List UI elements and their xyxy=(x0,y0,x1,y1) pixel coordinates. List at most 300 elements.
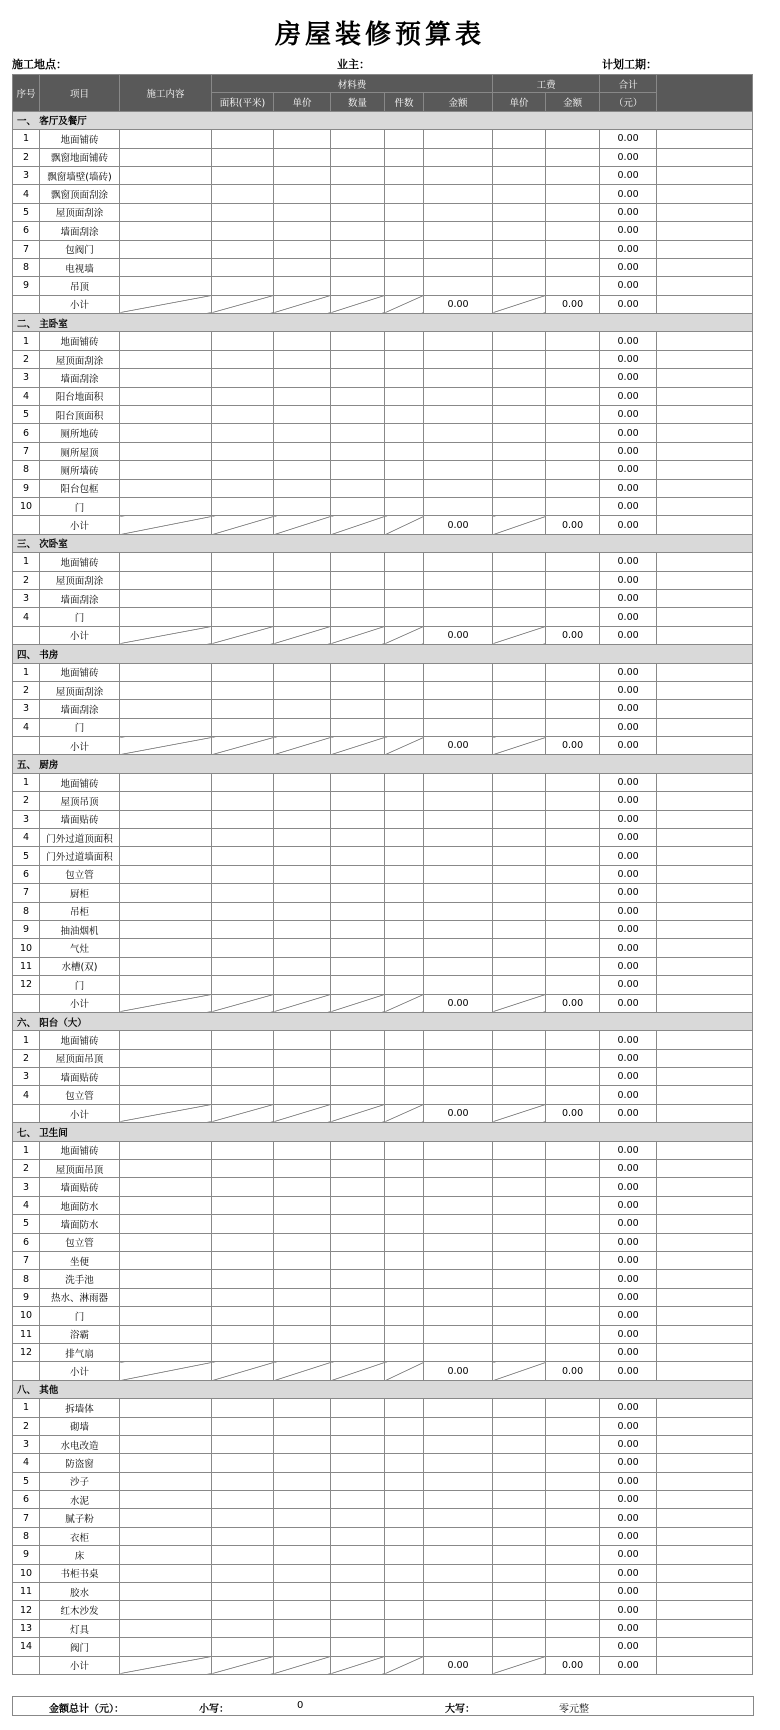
labor-price-cell[interactable] xyxy=(493,792,546,810)
area-cell[interactable] xyxy=(212,1527,274,1545)
content-cell[interactable] xyxy=(120,1638,212,1656)
unit-price-cell[interactable] xyxy=(274,497,331,515)
pieces-cell[interactable] xyxy=(385,258,424,276)
quantity-cell[interactable] xyxy=(331,1307,385,1325)
content-cell[interactable] xyxy=(120,1215,212,1233)
unit-price-cell[interactable] xyxy=(274,1435,331,1453)
amount-cell[interactable] xyxy=(424,1307,493,1325)
labor-price-cell[interactable] xyxy=(493,203,546,221)
unit-price-cell[interactable] xyxy=(274,681,331,699)
labor-price-cell[interactable] xyxy=(493,571,546,589)
labor-price-cell[interactable] xyxy=(493,406,546,424)
area-cell[interactable] xyxy=(212,700,274,718)
labor-amount-cell[interactable] xyxy=(546,258,600,276)
amount-cell[interactable] xyxy=(424,350,493,368)
amount-cell[interactable] xyxy=(424,1399,493,1417)
content-cell[interactable] xyxy=(120,240,212,258)
content-cell[interactable] xyxy=(120,350,212,368)
labor-amount-cell[interactable] xyxy=(546,829,600,847)
labor-price-cell[interactable] xyxy=(493,240,546,258)
unit-price-cell[interactable] xyxy=(274,939,331,957)
quantity-cell[interactable] xyxy=(331,1325,385,1343)
amount-cell[interactable] xyxy=(424,1252,493,1270)
quantity-cell[interactable] xyxy=(331,1546,385,1564)
pieces-cell[interactable] xyxy=(385,1252,424,1270)
pieces-cell[interactable] xyxy=(385,1160,424,1178)
pieces-cell[interactable] xyxy=(385,1325,424,1343)
unit-price-cell[interactable] xyxy=(274,1564,331,1582)
content-cell[interactable] xyxy=(120,1491,212,1509)
quantity-cell[interactable] xyxy=(331,957,385,975)
area-cell[interactable] xyxy=(212,957,274,975)
area-cell[interactable] xyxy=(212,608,274,626)
area-cell[interactable] xyxy=(212,773,274,791)
content-cell[interactable] xyxy=(120,718,212,736)
area-cell[interactable] xyxy=(212,185,274,203)
labor-price-cell[interactable] xyxy=(493,773,546,791)
content-cell[interactable] xyxy=(120,773,212,791)
labor-amount-cell[interactable] xyxy=(546,1307,600,1325)
labor-amount-cell[interactable] xyxy=(546,1564,600,1582)
content-cell[interactable] xyxy=(120,1583,212,1601)
pieces-cell[interactable] xyxy=(385,203,424,221)
labor-price-cell[interactable] xyxy=(493,1583,546,1601)
content-cell[interactable] xyxy=(120,663,212,681)
labor-price-cell[interactable] xyxy=(493,1638,546,1656)
quantity-cell[interactable] xyxy=(331,1601,385,1619)
unit-price-cell[interactable] xyxy=(274,1288,331,1306)
unit-price-cell[interactable] xyxy=(274,1638,331,1656)
labor-amount-cell[interactable] xyxy=(546,424,600,442)
amount-cell[interactable] xyxy=(424,1527,493,1545)
unit-price-cell[interactable] xyxy=(274,1546,331,1564)
labor-amount-cell[interactable] xyxy=(546,810,600,828)
content-cell[interactable] xyxy=(120,1049,212,1067)
quantity-cell[interactable] xyxy=(331,1160,385,1178)
content-cell[interactable] xyxy=(120,1196,212,1214)
content-cell[interactable] xyxy=(120,1325,212,1343)
content-cell[interactable] xyxy=(120,332,212,350)
amount-cell[interactable] xyxy=(424,1343,493,1361)
unit-price-cell[interactable] xyxy=(274,1325,331,1343)
labor-amount-cell[interactable] xyxy=(546,1638,600,1656)
labor-amount-cell[interactable] xyxy=(546,479,600,497)
unit-price-cell[interactable] xyxy=(274,608,331,626)
unit-price-cell[interactable] xyxy=(274,1472,331,1490)
quantity-cell[interactable] xyxy=(331,1509,385,1527)
labor-price-cell[interactable] xyxy=(493,1491,546,1509)
quantity-cell[interactable] xyxy=(331,865,385,883)
unit-price-cell[interactable] xyxy=(274,663,331,681)
area-cell[interactable] xyxy=(212,130,274,148)
quantity-cell[interactable] xyxy=(331,332,385,350)
area-cell[interactable] xyxy=(212,1435,274,1453)
pieces-cell[interactable] xyxy=(385,865,424,883)
unit-price-cell[interactable] xyxy=(274,258,331,276)
labor-amount-cell[interactable] xyxy=(546,1252,600,1270)
quantity-cell[interactable] xyxy=(331,718,385,736)
quantity-cell[interactable] xyxy=(331,277,385,295)
labor-price-cell[interactable] xyxy=(493,884,546,902)
labor-price-cell[interactable] xyxy=(493,718,546,736)
content-cell[interactable] xyxy=(120,957,212,975)
labor-amount-cell[interactable] xyxy=(546,1619,600,1637)
unit-price-cell[interactable] xyxy=(274,884,331,902)
unit-price-cell[interactable] xyxy=(274,203,331,221)
labor-amount-cell[interactable] xyxy=(546,1546,600,1564)
area-cell[interactable] xyxy=(212,1031,274,1049)
amount-cell[interactable] xyxy=(424,1233,493,1251)
unit-price-cell[interactable] xyxy=(274,166,331,184)
content-cell[interactable] xyxy=(120,148,212,166)
content-cell[interactable] xyxy=(120,497,212,515)
labor-amount-cell[interactable] xyxy=(546,387,600,405)
quantity-cell[interactable] xyxy=(331,1454,385,1472)
pieces-cell[interactable] xyxy=(385,792,424,810)
labor-price-cell[interactable] xyxy=(493,700,546,718)
amount-cell[interactable] xyxy=(424,589,493,607)
labor-amount-cell[interactable] xyxy=(546,1270,600,1288)
labor-price-cell[interactable] xyxy=(493,1546,546,1564)
labor-price-cell[interactable] xyxy=(493,1049,546,1067)
labor-amount-cell[interactable] xyxy=(546,1343,600,1361)
pieces-cell[interactable] xyxy=(385,1435,424,1453)
area-cell[interactable] xyxy=(212,1233,274,1251)
labor-amount-cell[interactable] xyxy=(546,1527,600,1545)
content-cell[interactable] xyxy=(120,1160,212,1178)
content-cell[interactable] xyxy=(120,369,212,387)
amount-cell[interactable] xyxy=(424,718,493,736)
pieces-cell[interactable] xyxy=(385,277,424,295)
content-cell[interactable] xyxy=(120,1619,212,1637)
pieces-cell[interactable] xyxy=(385,920,424,938)
amount-cell[interactable] xyxy=(424,608,493,626)
amount-cell[interactable] xyxy=(424,920,493,938)
pieces-cell[interactable] xyxy=(385,957,424,975)
area-cell[interactable] xyxy=(212,865,274,883)
pieces-cell[interactable] xyxy=(385,148,424,166)
quantity-cell[interactable] xyxy=(331,1417,385,1435)
area-cell[interactable] xyxy=(212,939,274,957)
unit-price-cell[interactable] xyxy=(274,1178,331,1196)
amount-cell[interactable] xyxy=(424,222,493,240)
labor-price-cell[interactable] xyxy=(493,479,546,497)
area-cell[interactable] xyxy=(212,663,274,681)
labor-price-cell[interactable] xyxy=(493,332,546,350)
area-cell[interactable] xyxy=(212,1307,274,1325)
amount-cell[interactable] xyxy=(424,1583,493,1601)
unit-price-cell[interactable] xyxy=(274,773,331,791)
pieces-cell[interactable] xyxy=(385,589,424,607)
amount-cell[interactable] xyxy=(424,700,493,718)
unit-price-cell[interactable] xyxy=(274,1270,331,1288)
labor-amount-cell[interactable] xyxy=(546,203,600,221)
amount-cell[interactable] xyxy=(424,663,493,681)
pieces-cell[interactable] xyxy=(385,1619,424,1637)
labor-amount-cell[interactable] xyxy=(546,847,600,865)
labor-price-cell[interactable] xyxy=(493,1160,546,1178)
quantity-cell[interactable] xyxy=(331,792,385,810)
unit-price-cell[interactable] xyxy=(274,222,331,240)
labor-amount-cell[interactable] xyxy=(546,442,600,460)
content-cell[interactable] xyxy=(120,1472,212,1490)
amount-cell[interactable] xyxy=(424,1215,493,1233)
unit-price-cell[interactable] xyxy=(274,810,331,828)
content-cell[interactable] xyxy=(120,681,212,699)
amount-cell[interactable] xyxy=(424,865,493,883)
amount-cell[interactable] xyxy=(424,810,493,828)
area-cell[interactable] xyxy=(212,1252,274,1270)
quantity-cell[interactable] xyxy=(331,1196,385,1214)
content-cell[interactable] xyxy=(120,939,212,957)
pieces-cell[interactable] xyxy=(385,1527,424,1545)
labor-amount-cell[interactable] xyxy=(546,1454,600,1472)
pieces-cell[interactable] xyxy=(385,240,424,258)
amount-cell[interactable] xyxy=(424,1160,493,1178)
labor-amount-cell[interactable] xyxy=(546,957,600,975)
unit-price-cell[interactable] xyxy=(274,1399,331,1417)
pieces-cell[interactable] xyxy=(385,884,424,902)
labor-amount-cell[interactable] xyxy=(546,1233,600,1251)
area-cell[interactable] xyxy=(212,1583,274,1601)
pieces-cell[interactable] xyxy=(385,1288,424,1306)
quantity-cell[interactable] xyxy=(331,1638,385,1656)
labor-price-cell[interactable] xyxy=(493,1454,546,1472)
amount-cell[interactable] xyxy=(424,461,493,479)
content-cell[interactable] xyxy=(120,1417,212,1435)
amount-cell[interactable] xyxy=(424,1178,493,1196)
quantity-cell[interactable] xyxy=(331,902,385,920)
pieces-cell[interactable] xyxy=(385,700,424,718)
labor-amount-cell[interactable] xyxy=(546,1583,600,1601)
quantity-cell[interactable] xyxy=(331,442,385,460)
unit-price-cell[interactable] xyxy=(274,976,331,994)
labor-price-cell[interactable] xyxy=(493,1417,546,1435)
content-cell[interactable] xyxy=(120,571,212,589)
pieces-cell[interactable] xyxy=(385,847,424,865)
quantity-cell[interactable] xyxy=(331,148,385,166)
quantity-cell[interactable] xyxy=(331,1343,385,1361)
labor-amount-cell[interactable] xyxy=(546,1509,600,1527)
content-cell[interactable] xyxy=(120,166,212,184)
quantity-cell[interactable] xyxy=(331,1141,385,1159)
amount-cell[interactable] xyxy=(424,957,493,975)
amount-cell[interactable] xyxy=(424,1196,493,1214)
content-cell[interactable] xyxy=(120,920,212,938)
quantity-cell[interactable] xyxy=(331,608,385,626)
pieces-cell[interactable] xyxy=(385,553,424,571)
labor-price-cell[interactable] xyxy=(493,1196,546,1214)
content-cell[interactable] xyxy=(120,1031,212,1049)
quantity-cell[interactable] xyxy=(331,571,385,589)
pieces-cell[interactable] xyxy=(385,1196,424,1214)
area-cell[interactable] xyxy=(212,847,274,865)
unit-price-cell[interactable] xyxy=(274,1619,331,1637)
amount-cell[interactable] xyxy=(424,240,493,258)
labor-amount-cell[interactable] xyxy=(546,939,600,957)
labor-price-cell[interactable] xyxy=(493,957,546,975)
pieces-cell[interactable] xyxy=(385,424,424,442)
quantity-cell[interactable] xyxy=(331,553,385,571)
labor-price-cell[interactable] xyxy=(493,424,546,442)
labor-price-cell[interactable] xyxy=(493,1288,546,1306)
content-cell[interactable] xyxy=(120,1527,212,1545)
pieces-cell[interactable] xyxy=(385,442,424,460)
amount-cell[interactable] xyxy=(424,369,493,387)
content-cell[interactable] xyxy=(120,1252,212,1270)
content-cell[interactable] xyxy=(120,1343,212,1361)
labor-amount-cell[interactable] xyxy=(546,663,600,681)
labor-price-cell[interactable] xyxy=(493,920,546,938)
unit-price-cell[interactable] xyxy=(274,920,331,938)
quantity-cell[interactable] xyxy=(331,1233,385,1251)
content-cell[interactable] xyxy=(120,902,212,920)
labor-price-cell[interactable] xyxy=(493,1399,546,1417)
labor-amount-cell[interactable] xyxy=(546,1215,600,1233)
amount-cell[interactable] xyxy=(424,332,493,350)
pieces-cell[interactable] xyxy=(385,1068,424,1086)
amount-cell[interactable] xyxy=(424,1454,493,1472)
unit-price-cell[interactable] xyxy=(274,277,331,295)
pieces-cell[interactable] xyxy=(385,718,424,736)
quantity-cell[interactable] xyxy=(331,1086,385,1104)
pieces-cell[interactable] xyxy=(385,1601,424,1619)
unit-price-cell[interactable] xyxy=(274,1160,331,1178)
amount-cell[interactable] xyxy=(424,1288,493,1306)
amount-cell[interactable] xyxy=(424,1509,493,1527)
labor-amount-cell[interactable] xyxy=(546,589,600,607)
pieces-cell[interactable] xyxy=(385,479,424,497)
amount-cell[interactable] xyxy=(424,185,493,203)
content-cell[interactable] xyxy=(120,553,212,571)
quantity-cell[interactable] xyxy=(331,1619,385,1637)
labor-price-cell[interactable] xyxy=(493,1619,546,1637)
quantity-cell[interactable] xyxy=(331,1399,385,1417)
content-cell[interactable] xyxy=(120,589,212,607)
labor-price-cell[interactable] xyxy=(493,1031,546,1049)
pieces-cell[interactable] xyxy=(385,1546,424,1564)
content-cell[interactable] xyxy=(120,829,212,847)
labor-amount-cell[interactable] xyxy=(546,700,600,718)
unit-price-cell[interactable] xyxy=(274,553,331,571)
labor-amount-cell[interactable] xyxy=(546,332,600,350)
labor-price-cell[interactable] xyxy=(493,1325,546,1343)
labor-price-cell[interactable] xyxy=(493,222,546,240)
unit-price-cell[interactable] xyxy=(274,792,331,810)
content-cell[interactable] xyxy=(120,1509,212,1527)
area-cell[interactable] xyxy=(212,332,274,350)
quantity-cell[interactable] xyxy=(331,424,385,442)
area-cell[interactable] xyxy=(212,1564,274,1582)
content-cell[interactable] xyxy=(120,1288,212,1306)
unit-price-cell[interactable] xyxy=(274,1343,331,1361)
content-cell[interactable] xyxy=(120,810,212,828)
unit-price-cell[interactable] xyxy=(274,1031,331,1049)
unit-price-cell[interactable] xyxy=(274,1527,331,1545)
quantity-cell[interactable] xyxy=(331,920,385,938)
area-cell[interactable] xyxy=(212,240,274,258)
content-cell[interactable] xyxy=(120,1233,212,1251)
unit-price-cell[interactable] xyxy=(274,700,331,718)
area-cell[interactable] xyxy=(212,589,274,607)
quantity-cell[interactable] xyxy=(331,1270,385,1288)
labor-price-cell[interactable] xyxy=(493,810,546,828)
unit-price-cell[interactable] xyxy=(274,902,331,920)
quantity-cell[interactable] xyxy=(331,1288,385,1306)
quantity-cell[interactable] xyxy=(331,1491,385,1509)
pieces-cell[interactable] xyxy=(385,350,424,368)
pieces-cell[interactable] xyxy=(385,1564,424,1582)
area-cell[interactable] xyxy=(212,1086,274,1104)
labor-amount-cell[interactable] xyxy=(546,773,600,791)
pieces-cell[interactable] xyxy=(385,681,424,699)
quantity-cell[interactable] xyxy=(331,1252,385,1270)
content-cell[interactable] xyxy=(120,700,212,718)
pieces-cell[interactable] xyxy=(385,1307,424,1325)
amount-cell[interactable] xyxy=(424,258,493,276)
pieces-cell[interactable] xyxy=(385,387,424,405)
area-cell[interactable] xyxy=(212,442,274,460)
quantity-cell[interactable] xyxy=(331,1564,385,1582)
labor-price-cell[interactable] xyxy=(493,369,546,387)
labor-amount-cell[interactable] xyxy=(546,884,600,902)
quantity-cell[interactable] xyxy=(331,222,385,240)
content-cell[interactable] xyxy=(120,203,212,221)
labor-price-cell[interactable] xyxy=(493,277,546,295)
labor-amount-cell[interactable] xyxy=(546,1196,600,1214)
area-cell[interactable] xyxy=(212,424,274,442)
labor-amount-cell[interactable] xyxy=(546,222,600,240)
area-cell[interactable] xyxy=(212,1215,274,1233)
area-cell[interactable] xyxy=(212,1417,274,1435)
amount-cell[interactable] xyxy=(424,902,493,920)
labor-price-cell[interactable] xyxy=(493,1435,546,1453)
unit-price-cell[interactable] xyxy=(274,479,331,497)
area-cell[interactable] xyxy=(212,792,274,810)
area-cell[interactable] xyxy=(212,1325,274,1343)
content-cell[interactable] xyxy=(120,1068,212,1086)
labor-price-cell[interactable] xyxy=(493,829,546,847)
unit-price-cell[interactable] xyxy=(274,1068,331,1086)
quantity-cell[interactable] xyxy=(331,387,385,405)
amount-cell[interactable] xyxy=(424,479,493,497)
quantity-cell[interactable] xyxy=(331,185,385,203)
area-cell[interactable] xyxy=(212,1491,274,1509)
labor-amount-cell[interactable] xyxy=(546,681,600,699)
amount-cell[interactable] xyxy=(424,571,493,589)
content-cell[interactable] xyxy=(120,847,212,865)
unit-price-cell[interactable] xyxy=(274,1601,331,1619)
labor-price-cell[interactable] xyxy=(493,497,546,515)
unit-price-cell[interactable] xyxy=(274,829,331,847)
labor-price-cell[interactable] xyxy=(493,1141,546,1159)
pieces-cell[interactable] xyxy=(385,829,424,847)
area-cell[interactable] xyxy=(212,166,274,184)
pieces-cell[interactable] xyxy=(385,461,424,479)
amount-cell[interactable] xyxy=(424,1435,493,1453)
area-cell[interactable] xyxy=(212,1196,274,1214)
area-cell[interactable] xyxy=(212,497,274,515)
labor-amount-cell[interactable] xyxy=(546,792,600,810)
labor-amount-cell[interactable] xyxy=(546,1141,600,1159)
quantity-cell[interactable] xyxy=(331,589,385,607)
content-cell[interactable] xyxy=(120,461,212,479)
area-cell[interactable] xyxy=(212,902,274,920)
amount-cell[interactable] xyxy=(424,1049,493,1067)
content-cell[interactable] xyxy=(120,1454,212,1472)
amount-cell[interactable] xyxy=(424,387,493,405)
area-cell[interactable] xyxy=(212,203,274,221)
